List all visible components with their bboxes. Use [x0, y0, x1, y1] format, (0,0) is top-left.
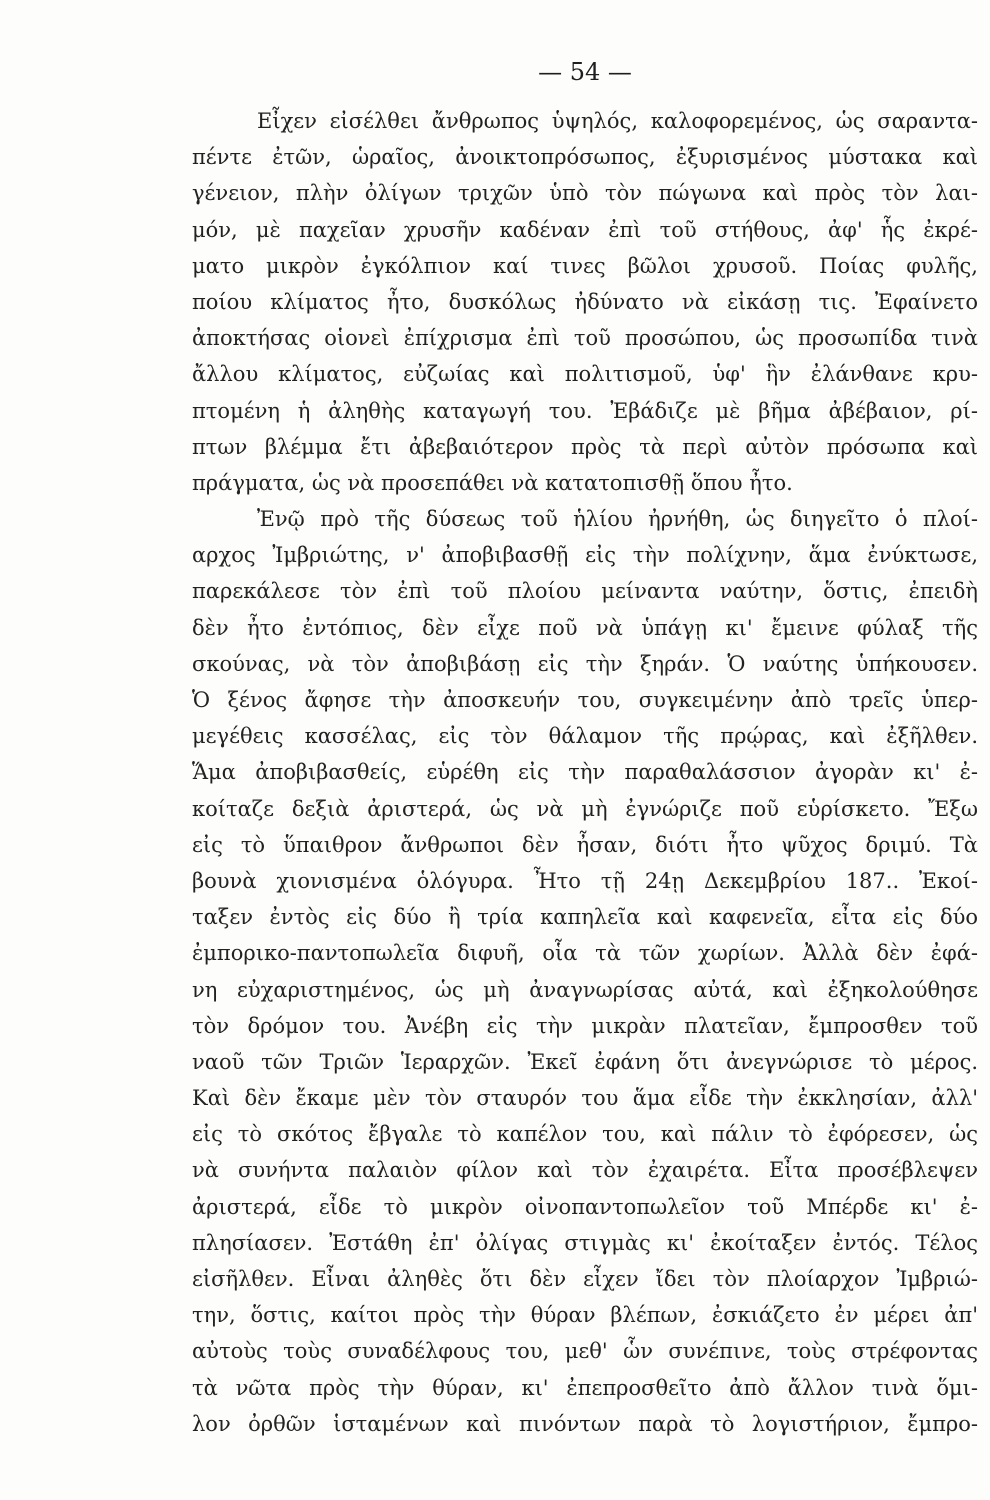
text-line: λον ὀρθῶν ἱσταμένων καὶ πινόντων παρὰ τὸ λογιστήριον, ἔμπρο-	[192, 1411, 978, 1436]
text-line: πλησίασεν. Ἐστάθη ἐπ' ὀλίγας στιγμὰς κι' ἐκοίταξεν ἐντός. Τέλος	[192, 1230, 978, 1255]
text-line: ναοῦ τῶν Τριῶν Ἱεραρχῶν. Ἐκεῖ ἐφάνη ὅτι ἀνεγνώρισε τὸ μέρος.	[192, 1049, 978, 1074]
text-line: νη εὐχαριστημένος, ὡς μὴ ἀναγνωρίσας αὐτά, καὶ ἐξηκολούθησε	[192, 977, 978, 1002]
text-line: αρχος Ἰμβριώτης, ν' ἀποβιβασθῇ εἰς τὴν πολίχνην, ἅμα ἐνύκτωσε,	[192, 543, 978, 568]
text-line: τὰ νῶτα πρὸς τὴν θύραν, κι' ἐπεπροσθεῖτο ἀπὸ ἄλλον τινὰ ὅμι-	[192, 1375, 978, 1400]
text-line: ἀριστερά, εἶδε τὸ μικρὸν οἰνοπαντοπωλεῖον τοῦ Μπέρδε κι' ἐ-	[192, 1194, 978, 1219]
text-line: μεγέθεις κασσέλας, εἰς τὸν θάλαμον τῆς πρῴρας, καὶ ἐξῆλθεν.	[192, 724, 978, 749]
text-line: ἐμπορικο-παντοπωλεῖα διφυῆ, οἷα τὰ τῶν χωρίων. Ἀλλὰ δὲν ἐφά-	[192, 941, 978, 966]
text-line: εἰς τὸ ὕπαιθρον ἄνθρωποι δὲν ἦσαν, διότι ἦτο ψῦχος δριμύ. Τὰ	[192, 832, 978, 857]
text-line: μόν, μὲ παχεῖαν χρυσῆν καδέναν ἐπὶ τοῦ στήθους, ἀφ' ἧς ἐκρέ-	[192, 217, 978, 242]
text-line: παρεκάλεσε τὸν ἐπὶ τοῦ πλοίου μείναντα ναύτην, ὅστις, ἐπειδὴ	[192, 579, 978, 604]
text-line: σκούνας, νὰ τὸν ἀποβιβάσῃ εἰς τὴν ξηράν. Ὁ ναύτης ὑπήκουσεν.	[192, 651, 978, 676]
text-line: ταξεν ἐντὸς εἰς δύο ἢ τρία καπηλεῖα καὶ καφενεῖα, εἶτα εἰς δύο	[192, 905, 978, 930]
text-line: τὸν δρόμον του. Ἀνέβη εἰς τὴν μικρὰν πλατεῖαν, ἔμπροσθεν τοῦ	[192, 1013, 978, 1038]
text-line: κοίταζε δεξιὰ ἀριστερά, ὡς νὰ μὴ ἐγνώριζε ποῦ εὑρίσκετο. Ἔξω	[192, 796, 978, 821]
text-line: βουνὰ χιονισμένα ὁλόγυρα. Ἦτο τῇ 24ῃ Δεκεμβρίου 187.. Ἐκοί-	[192, 868, 978, 893]
text-line: ποίου κλίματος ἦτο, δυσκόλως ἠδύνατο νὰ εἰκάσῃ τις. Ἐφαίνετο	[192, 289, 978, 314]
text-line: δὲν ἦτο ἐντόπιος, δὲν εἶχε ποῦ νὰ ὑπάγῃ κι' ἔμεινε φύλαξ τῆς	[192, 615, 978, 640]
page-body-text	[192, 103, 978, 1442]
text-line: εἰς τὸ σκότος ἔβγαλε τὸ καπέλον του, καὶ πάλιν τὸ ἐφόρεσεν, ὡς	[192, 1122, 978, 1147]
text-line: Καὶ δὲν ἔκαμε μὲν τὸν σταυρόν του ἅμα εἶδε τὴν ἐκκλησίαν, ἀλλ'	[192, 1086, 978, 1111]
text-line: ματο μικρὸν ἐγκόλπιον καί τινες βῶλοι χρυσοῦ. Ποίας φυλῆς,	[192, 253, 978, 278]
text-line: Ἐνῷ πρὸ τῆς δύσεως τοῦ ἡλίου ἠρνήθη, ὡς διηγεῖτο ὁ πλοί-	[257, 507, 978, 532]
text-line: ἀποκτήσας οἱονεὶ ἐπίχρισμα ἐπὶ τοῦ προσώπου, ὡς προσωπίδα τινὰ	[192, 326, 978, 351]
text-line: εἰσῆλθεν. Εἶναι ἀληθὲς ὅτι δὲν εἶχεν ἴδει τὸν πλοίαρχον Ἰμβριώ-	[192, 1267, 978, 1291]
text-line: πέντε ἐτῶν, ὡραῖος, ἀνοικτοπρόσωπος, ἐξυρισμένος μύστακα καὶ	[192, 145, 978, 170]
text-line: την, ὅστις, καίτοι πρὸς τὴν θύραν βλέπων, ἐσκιάζετο ἐν μέρει ἀπ'	[192, 1303, 978, 1328]
text-line: γένειον, πλὴν ὀλίγων τριχῶν ὑπὸ τὸν πώγωνα καὶ πρὸς τὸν λαι-	[192, 181, 978, 206]
text-line: Ἅμα ἀποβιβασθείς, εὑρέθη εἰς τὴν παραθαλάσσιον ἀγορὰν κι' ἐ-	[192, 760, 978, 785]
page-number: — 54 —	[538, 58, 632, 86]
text-line: ἄλλου κλίματος, εὐζωίας καὶ πολιτισμοῦ, ὑφ' ἣν ἐλάνθανε κρυ-	[192, 362, 978, 387]
text-line: πράγματα, ὡς νὰ προσεπάθει νὰ κατατοπισθῇ ὅπου ἦτο.	[192, 470, 793, 495]
text-line: πτων βλέμμα ἔτι ἀβεβαιότερον πρὸς τὰ περὶ αὐτὸν πρόσωπα καὶ	[192, 434, 978, 459]
text-line: αὐτοὺς τοὺς συναδέλφους του, μεθ' ὧν συνέπινε, τοὺς στρέφοντας	[192, 1339, 978, 1364]
text-line: νὰ συνήντα παλαιὸν φίλον καὶ τὸν ἐχαιρέτα. Εἶτα προσέβλεψεν	[192, 1158, 978, 1183]
text-line: πτομένη ἡ ἀληθὴς καταγωγή του. Ἐβάδιζε μὲ βῆμα ἀβέβαιον, ρί-	[192, 398, 978, 423]
text-line: Ὁ ξένος ἄφησε τὴν ἀποσκευήν του, συγκειμένην ἀπὸ τρεῖς ὑπερ-	[192, 688, 978, 712]
text-line: Εἶχεν εἰσέλθει ἄνθρωπος ὑψηλός, καλοφορεμένος, ὡς σαραντα-	[257, 109, 978, 133]
